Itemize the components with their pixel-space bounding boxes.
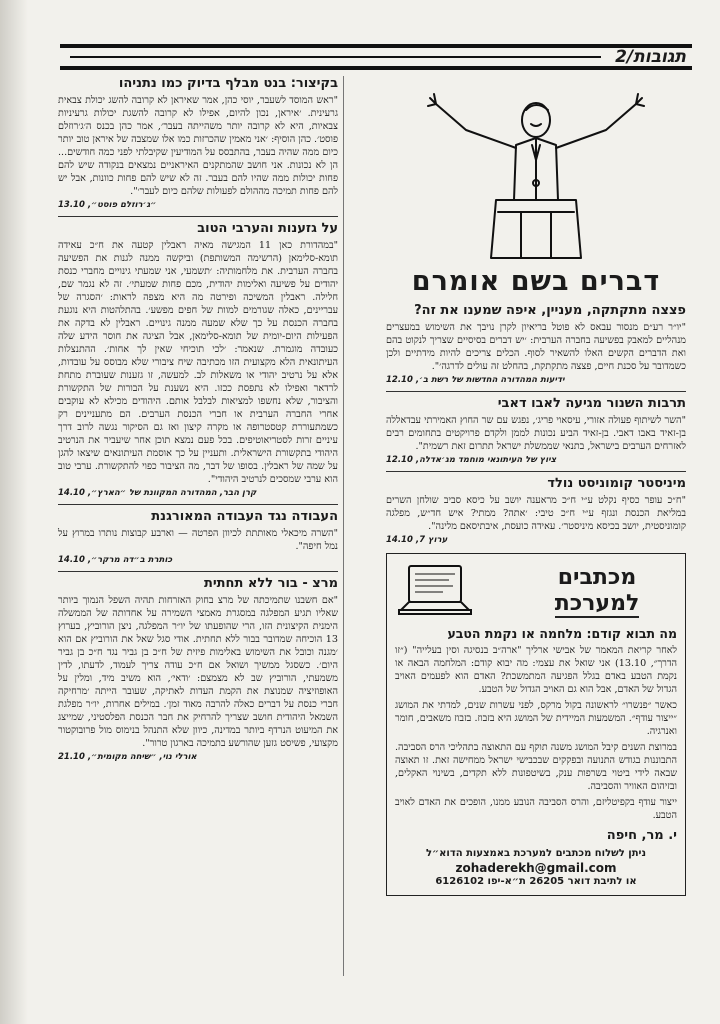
article-body: "במהדורת כאן 11 המגישה מאיה ראבלין קטעה את ח״כ עאידה תומא-סלימאן (הרשימה המשותפת) וביקשה ממנה לגנות את הפשיעה בחברה הערבית. את מלחמותיה: ׳תשמעי, אני שמעתי גינויים מחברי כנסת יהודים על פשיעה ואלימות יהודית, מכם פחות שמעתי׳. זה לא נגמר שם, חלילה. ראבלין המשיכה ופירטה מה היא מצפה לראות: ׳הסגרה של עבריינים, כאלה שגורמים למוות של חפים מפשע׳. בהתלהטות היא נוגעת בחברה הכנסת על כך שלא שמעה ממנה גינויים. ראבלין לא בדקה את הפעילות היום-יומית של תומא-סלימאן, אבל הציגה את חוסר הידע שלה כעובדה מוגמרת. שנאמר: ׳לכי תוכיחי שאין לך אחות׳. ההתנצלות העיתונאית הלא מקצועית הזו מכתיבה שיח ציבורי שלא מבוסס על עובדות, אלא על נרטיב יהודי או משאלות לב. למעשה, זו גזענות שעוברת מתחת לרדאר ואפילו לא נתפסת ככזו. היא נשענת על הבורות של התקשורת והציבור, שלא נחשפו למציאות לבלבל אותם. היהודים מכילא לא עוקבים אחרי החברה הערבית או חברי הכנסת הערבים. הם מתעניינים רק כשמתעוררת קטסטרופה או מקרה קיצון ואז גם הסיקור נגשה לרוב דרך עיניים זרות לסטריאוטיפים. בכל פעם נמצא תוכן אחר שיעביר את הנרטיב היהודי בתקשורת הישראלית. ותעניין על כך אוסמת העיתונאים שיצאו להגן על שמה של ראבלין. בסופו של דבר, מה הציבור כפוי להתקשורת. ערבי טוב הוא ערבי שמסכים לנרטיב היהודי".	[58, 240, 338, 485]
letter-paragraph: ייצור עודף בקפיטליזם, והרס הסביבה הנובע ממנו, הופכים את האדם לאויב הטבע.	[395, 797, 677, 821]
article-explosive	[386, 303, 686, 385]
letter-paragraph: במרוצת השנים קיבל המושג משנה תוקף עם התאוצה בתהליכי הרס הסביבה. התבוננות בגודש התנועה ובפקקים שבכבישי ישראל ממחישה זאת. זו תאוצה שבאה לידי ביטוי בשרפות ענק, בשיטפונות ללא תקדים, בשינוי האקלים, ובזיהום האוויר והסביבה.	[395, 742, 677, 792]
article-source: קרן הבר, המהדורה המקוונת של ״הארץ״, 14.10	[58, 488, 257, 498]
article-body: "אם חשבנו שתמיכתה של מרצ בחוק האזרחות תהיה השפל הנמוך ביותר שאליו תגיע המפלגה במסגרת מאמצי השמירה על אחדותה של הממשלה הימנית הקיצונית הזו, הרי שהופעתו של יו״ר המפלגה, ניצן הורוביץ, בערוץ 13 הוכיחה שמדובר בבור ללא תחתית. אודי סגל שאל את הורוביץ אם הוא ׳מגנה וכובל את השימוש באלימות פיזית של ח״כ בן גביר נגד ח״כ בן גביר היום׳. כשסגל ממשיך ושואל אם ח״כ עודה צריך לעמוד, לדעתו, לדין משמעתי, הורוביץ שב לא מצמצם: ׳ודאי׳, הוא משיב מיד, ומלין על האופוזיציה שמנוצת את הקמת העדות לאתיקה, שעובר הייתה ׳מרחיקה חברי כנסת על דברים כאלה להרבה מאוד זמן׳. במילים אחרות, יו״ר מפלגת השמאל היהודית חושב שצריך להרחיק את חבר הכנסת הפלסטיני, שמייצג את המיעוט הנרדף ביותר במדינה, כיוון שלא התנהל בנימוס מול פרובוקטור מקצועי, פשיסט גזען שהורשע בתמיכה בארגון טרור".	[58, 595, 338, 749]
article-source: ידיעות המהדורה החדשות של רשת ב׳, 12.10	[386, 375, 565, 385]
article-title: בקיצור: בנט מבלף בדיוק כמו נתניהו	[118, 76, 338, 91]
letters-box-title	[517, 565, 677, 617]
article-source: אורלי נוי, ״שיחה מקומית״, 21.10	[58, 752, 197, 762]
article-separator	[386, 391, 686, 392]
orator-illustration-icon	[386, 90, 686, 260]
header-rule	[70, 56, 601, 58]
article-body: "ח״כ עופר כסיף נקלט ע״י ח״כ מראענה יושב על כיסא סביב שולחן השרים במליאת הכנסת ונגזף ע״י ח״כ טיבי: ׳אתה? ממתי? איש חד״ש, מפלגה קומוניסטית, יושב בכיסא מיניסטר׳. עאידה כועסת, איבתיסאם מלינה".	[386, 495, 686, 532]
article-abu-dhabi	[386, 396, 686, 465]
right-column	[386, 80, 686, 896]
contact-line: ניתן לשלוח מכתבים למערכת באמצעות הדוא״ל	[425, 848, 646, 859]
section-title: דברים בשם אומרם	[411, 266, 661, 297]
article-body: "ראש המוסד לשעבר, יוסי כהן, אמר שאיראן לא קרובה להשג יכולת צבאית גרעינית. ׳איראן, נכון להיום, אפילו לא קרובה להשגת יכולות גרעיניות צבאיות, היא לא קרובה יותר משהייתה בעבר׳, אמר כהן בכנס ה׳ג׳רוזלם פוסט׳. כהן הוסיף: ׳אני מאמין שהכרזות כמו אלו שמצבה של איראן טוב יותר כיום ממה שהיה בעבר, בהתבסס על המודיעין שקיבלתי לפני כמה חודשים... הן לא נכונות. אני חושב שהמתקנים האיראניים נמצאים בנקודה שיש להם פחות יכולות ממה שהיו להם בעבר. זה לא שיש להם פחות כוונות, אבל יש להם פחות תמיכה מההולם לפעולות שלהם כיום לעבר׳".	[58, 95, 338, 197]
section-label: תגובות/2	[615, 47, 686, 67]
contact-postal: או לתיבת דואר 26205 ת״א-יפו 6126102	[435, 876, 637, 887]
letters-box	[386, 553, 686, 896]
letter-paragraph: כאשר ״פנשרו״ לראשונה בקול מרקס, לפני עשרות שנים, למדתי את המושג ״ייצור עודף״. המשמעות המיידית של המושג היא בזבוז. בזבוז משאבים, חומר ואנרגיה.	[395, 700, 677, 737]
page-binding-shadow	[0, 0, 28, 1024]
article-body: "השרה מיכאלי מאותתת לכיוון הפרטה — וארבע קבוצות נותרו במרוץ על נמל חיפה".	[58, 528, 338, 552]
article-source: ״ג׳רוזלם פוסט״, 13.10	[58, 200, 157, 210]
article-racism	[58, 221, 338, 498]
laptop-icon	[395, 560, 475, 622]
article-labor	[58, 509, 338, 565]
letter-signature: י. מר, חיפה	[606, 828, 677, 843]
article-title: מיניסטר קומוניסט נולד	[547, 476, 686, 491]
column-divider	[343, 76, 344, 976]
article-source: כותרת ב״דה מרקר״, 14.10	[58, 555, 173, 565]
article-title: על גזענות והערבי הטוב	[197, 221, 338, 236]
left-column	[58, 72, 338, 768]
article-separator	[58, 504, 338, 505]
letter-paragraph: לאחר קריאת המאמר של אבישי ארליך "ארה״ב בנסיגה וסין בעלייה" (״זו הדרך״, 13.10) אני שואל את עצמי: מה יבוא קודם: המלחמה הבאה או נקמת הטבע באדם בגלל הפגיעה המתמשכת? האדם הוא לפעמים האויב הגדול של האדם, אבל הוא גם האויב הגדול של הטבע.	[395, 645, 677, 695]
article-body: "יו״ר רע״ם מנסור עבאס לא פוטל בריאיון לקרן נויבך את השימוש במעצרים מנהליים למאבק בפשיעה בחברה הערבית: ׳יש דברים בסיסיים שצריך לנקוט בהם ואת הדברים הקשים האלו להשאיר לסוף. הכלים צריכים להיות מידתיים ולכן כשמדובר על סכנת חיים, פצצה מתקתקת, בהחלט זה עולים לדרגה׳".	[386, 322, 686, 372]
article-bennett	[58, 76, 338, 210]
article-source: ציוץ של העיתונאי מוחמד מג׳אדלה, 12.10	[386, 455, 557, 465]
letters-header	[395, 560, 677, 622]
letters-title-line2: למערכת	[554, 591, 640, 616]
article-body: "השר לשיתוף פעולה אזורי, עיסאוי פריג׳, נפגש עם שר החוץ האמירתי עבדאללה בן-זאיד באבו דאבי. בן-זאיד הביע נכונות לממן ולקדם פרויקטים בתחומים רבים לאזרחים הערבים בישראל, בתנאי שממשלת ישראל תתרום זאת רשמית".	[386, 415, 686, 452]
article-title: פצצה מתקתקה, מעניין, איפה שמענו את זה?	[414, 303, 686, 318]
letters-title-line1: מכתבים	[557, 565, 637, 590]
letters-contact	[395, 847, 677, 889]
article-title: תרבות השנור מגיעה לאבו דאבי	[497, 396, 686, 411]
letter-title: מה תבוא קודם: מלחמה או נקמת הטבע	[447, 626, 677, 641]
article-title: העבודה נגד העבודה המאורגנת	[151, 509, 338, 524]
article-separator	[58, 216, 338, 217]
article-separator	[58, 571, 338, 572]
contact-email[interactable]: zohaderekh@gmail.com	[455, 861, 617, 875]
article-separator	[386, 471, 686, 472]
article-title: מרצ - בור ללא תחתית	[203, 576, 338, 591]
article-meretz	[58, 576, 338, 762]
article-minister	[386, 476, 686, 545]
article-source: ערוץ 7, 14.10	[386, 535, 448, 545]
page-header	[60, 44, 692, 70]
